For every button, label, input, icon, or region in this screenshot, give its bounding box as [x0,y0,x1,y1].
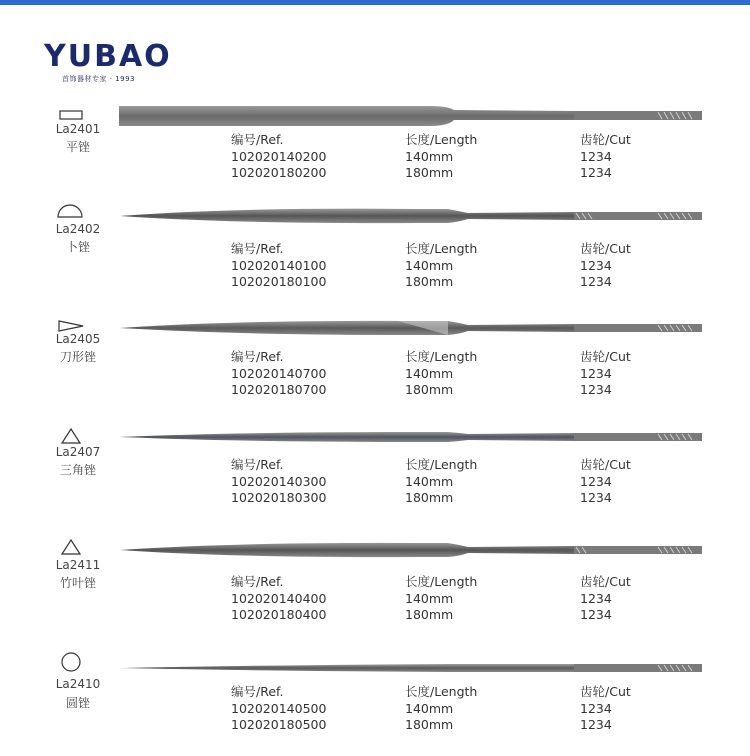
length-column [405,241,477,291]
ref-column [231,457,326,507]
product-code: La2407 [55,445,101,459]
cut-value: 1234 [580,590,612,606]
flat-rectangle-icon [58,108,84,122]
cut-column [580,684,631,734]
ref-value: 102020180300 [231,490,327,505]
length-value: 140mm [405,473,454,489]
cut-value: 1234 [580,165,612,180]
cut-column [580,241,631,291]
ref-value: 102020180700 [231,382,327,397]
ref-value: 102020140100 [231,257,327,273]
length-column [405,684,477,734]
cut-value: 1234 [580,274,612,289]
length-header: 长度/Length [405,684,478,699]
product-name: 卜锉 [65,240,90,254]
length-value: 140mm [405,257,454,273]
product-code: La2401 [55,122,101,136]
ref-header: 编号/Ref. [231,574,284,589]
half-round-icon [55,202,85,220]
length-column [405,574,477,624]
length-column [405,132,477,182]
length-value: 180mm [405,607,454,622]
ref-column [231,132,326,182]
ref-value: 102020140400 [231,590,327,606]
file-image [118,654,708,684]
product-code: La2411 [55,558,101,572]
cut-header: 齿轮/Cut [580,241,631,256]
file-image [118,102,708,132]
product-row [0,310,750,410]
length-value: 180mm [405,165,454,180]
file-image [118,202,708,232]
ref-header: 编号/Ref. [231,241,284,256]
product-row [0,650,750,750]
cut-value: 1234 [580,148,612,164]
cut-value: 1234 [580,490,612,505]
brand-name: YUBAO [44,39,172,74]
ref-value: 102020180400 [231,607,327,622]
product-name: 平锉 [65,140,90,154]
product-name: 三角锉 [59,463,96,477]
length-value: 140mm [405,365,454,381]
product-name: 圆锉 [65,696,90,710]
brand-tagline: 首饰器材专家 · 1993 [62,75,135,83]
length-value: 140mm [405,700,454,716]
cut-column [580,457,631,507]
circle-icon [60,651,82,673]
product-code: La2402 [55,222,101,236]
length-header: 长度/Length [405,241,478,256]
cut-column [580,574,631,624]
ref-value: 102020140300 [231,473,327,489]
cut-value: 1234 [580,365,612,381]
length-value: 180mm [405,717,454,732]
length-header: 长度/Length [405,349,478,364]
ref-value: 102020180100 [231,274,327,289]
length-column [405,349,477,399]
ref-value: 102020180200 [231,165,327,180]
ref-value: 102020180500 [231,717,327,732]
cut-header: 齿轮/Cut [580,349,631,364]
top-accent-bar [0,0,750,5]
length-value: 180mm [405,382,454,397]
length-header: 长度/Length [405,132,478,147]
ref-value: 102020140200 [231,148,327,164]
brand-logo [44,39,172,84]
cut-value: 1234 [580,607,612,622]
cut-header: 齿轮/Cut [580,457,631,472]
product-row [0,100,750,200]
product-row [0,200,750,300]
cut-column [580,349,631,399]
ref-value: 102020140700 [231,365,327,381]
ref-header: 编号/Ref. [231,349,284,364]
cut-value: 1234 [580,473,612,489]
product-row [0,538,750,638]
ref-column [231,684,326,734]
cut-header: 齿轮/Cut [580,132,631,147]
ref-header: 编号/Ref. [231,684,284,699]
ref-header: 编号/Ref. [231,132,284,147]
cut-value: 1234 [580,700,612,716]
triangle-icon [60,427,82,445]
ref-header: 编号/Ref. [231,457,284,472]
product-name: 竹叶锉 [59,576,96,590]
ref-column [231,241,326,291]
file-image [118,314,708,344]
ref-column [231,574,326,624]
cut-value: 1234 [580,382,612,397]
cut-value: 1234 [580,717,612,732]
length-column [405,457,477,507]
length-value: 140mm [405,148,454,164]
triangle-icon [60,538,82,556]
file-image [118,423,708,453]
file-image [118,536,708,566]
cut-header: 齿轮/Cut [580,684,631,699]
product-name: 刀形锉 [59,350,96,364]
length-header: 长度/Length [405,457,478,472]
product-row [0,425,750,525]
ref-value: 102020140500 [231,700,327,716]
product-code: La2405 [55,332,101,346]
length-header: 长度/Length [405,574,478,589]
ref-column [231,349,326,399]
length-value: 140mm [405,590,454,606]
product-code: La2410 [55,677,101,691]
length-value: 180mm [405,490,454,505]
cut-header: 齿轮/Cut [580,574,631,589]
cut-value: 1234 [580,257,612,273]
cut-column [580,132,631,182]
length-value: 180mm [405,274,454,289]
